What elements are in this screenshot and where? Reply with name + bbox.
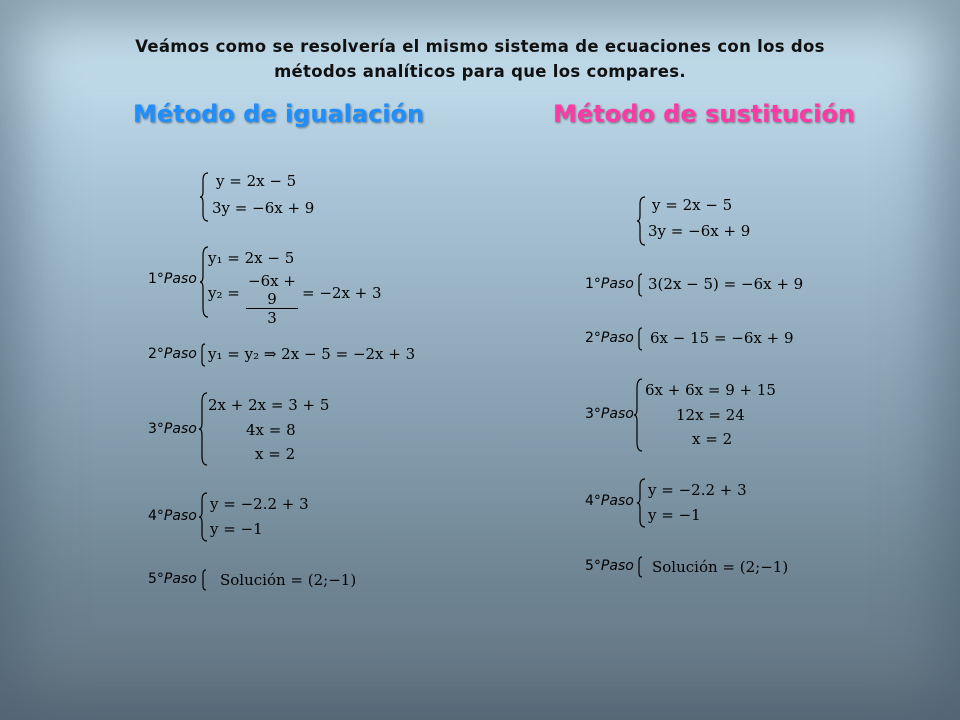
ig-step4-eq2: y = −1: [210, 520, 263, 538]
brace-su-system: [637, 196, 647, 246]
brace-ig-step4: [199, 492, 209, 542]
ig-system-eq1: y = 2x − 5: [216, 172, 297, 190]
su-system-eq2: 3y = −6x + 9: [648, 222, 751, 240]
ig-step4-label: 4°Paso: [148, 508, 197, 524]
su-step4-label: 4°Paso: [585, 493, 634, 509]
ig-step2-label: 2°Paso: [148, 346, 197, 362]
su-step1-eq: 3(2x − 5) = −6x + 9: [648, 275, 804, 293]
brace-ig-step2: [200, 343, 206, 367]
ig-step1-eq1: y₁ = 2x − 5: [208, 249, 295, 267]
su-step3-eq1: 6x + 6x = 9 + 15: [645, 381, 776, 399]
brace-su-step2: [637, 327, 643, 351]
intro-line-2: métodos analíticos para que los compares.: [274, 62, 686, 81]
su-step3-eq2: 12x = 24: [676, 406, 745, 424]
su-system-eq1: y = 2x − 5: [652, 196, 733, 214]
heading-igualacion: Método de igualación: [133, 100, 425, 128]
ig-system-eq2: 3y = −6x + 9: [212, 199, 315, 217]
su-step2-label: 2°Paso: [585, 330, 634, 346]
intro-line-1: Veámos como se resolvería el mismo sistema de ecuaciones con los dos: [135, 37, 825, 56]
su-step5-label: 5°Paso: [585, 558, 634, 574]
ig-step1-eq2-left: y₂ =: [208, 284, 240, 302]
ig-step1-eq2-right: = −2x + 3: [302, 284, 382, 302]
ig-step3-eq1: 2x + 2x = 3 + 5: [208, 396, 330, 414]
brace-su-step5: [637, 556, 643, 578]
ig-step3-eq3: x = 2: [255, 445, 296, 463]
brace-su-step1: [637, 273, 643, 297]
brace-ig-step5: [201, 569, 207, 591]
su-step5-eq: Solución = (2;−1): [652, 558, 789, 576]
ig-step3-label: 3°Paso: [148, 421, 197, 437]
ig-step1-frac-num: −6x + 9: [248, 272, 296, 308]
brace-ig-system: [200, 172, 210, 222]
ig-step1-fraction: [246, 272, 298, 327]
ig-step5-eq: Solución = (2;−1): [220, 571, 357, 589]
brace-su-step4: [637, 478, 647, 528]
ig-step2-eq: y₁ = y₂ ⇒ 2x − 5 = −2x + 3: [208, 345, 416, 363]
su-step4-eq1: y = −2.2 + 3: [648, 481, 747, 499]
su-step2-eq: 6x − 15 = −6x + 9: [650, 329, 794, 347]
ig-step1-label: 1°Paso: [148, 271, 197, 287]
ig-step3-eq2: 4x = 8: [246, 421, 296, 439]
heading-sustitucion: Método de sustitución: [553, 100, 855, 128]
su-step4-eq2: y = −1: [648, 506, 701, 524]
su-step3-eq3: x = 2: [692, 430, 733, 448]
su-step1-label: 1°Paso: [585, 276, 634, 292]
ig-step5-label: 5°Paso: [148, 571, 197, 587]
su-step3-label: 3°Paso: [585, 406, 634, 422]
ig-step4-eq1: y = −2.2 + 3: [210, 495, 309, 513]
ig-step1-frac-den: 3: [246, 308, 298, 327]
brace-su-step3: [634, 378, 644, 452]
